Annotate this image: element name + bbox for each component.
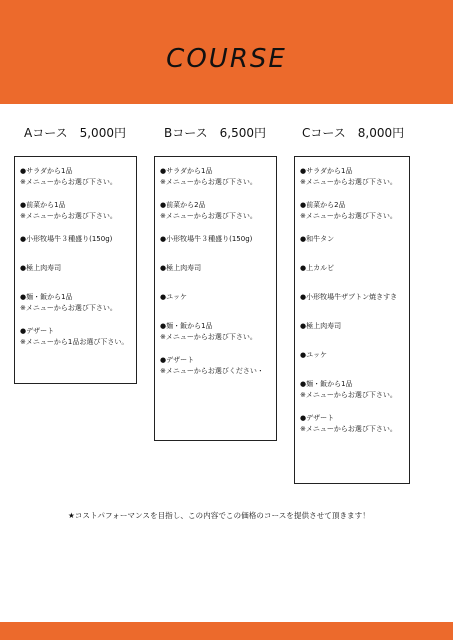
item-note: ※メニューからお選び下さい。 (300, 212, 397, 220)
item-note: ※メニューからお選び下さい。 (160, 212, 257, 220)
course-c-menu-box (294, 156, 410, 484)
menu-item (300, 166, 405, 188)
footer-note: ★コストパフォーマンスを目指し、この内容でこの価格のコースを提供させて頂きます！ (68, 511, 370, 520)
item-note: ※メニューからお選び下さい。 (300, 391, 397, 399)
menu-item (160, 355, 272, 377)
course-b-heading (164, 124, 266, 141)
item-note: ※メニューからお選び下さい。 (20, 178, 117, 186)
course-a-name: Aコース (24, 126, 68, 140)
item-label: ●サラダから1品 (160, 167, 213, 175)
menu-item (160, 321, 272, 343)
item-label: ●麺・飯から1品 (20, 293, 73, 301)
footer-band (0, 622, 453, 640)
course-b-menu-box (154, 156, 277, 441)
item-label: ●小形牧場牛３種盛り(150g) (20, 235, 113, 243)
item-note: ※メニューからお選び下さい。 (20, 304, 117, 312)
menu-item (160, 292, 272, 303)
item-label: ●ユッケ (300, 351, 327, 359)
menu-item (20, 326, 132, 348)
item-label: ●ユッケ (160, 293, 187, 301)
menu-item (300, 379, 405, 401)
menu-item (300, 292, 405, 303)
item-label: ●デザート (160, 356, 195, 364)
item-label: ●極上肉寿司 (20, 264, 62, 272)
item-label: ●麺・飯から1品 (300, 380, 353, 388)
item-label: ●サラダから1品 (300, 167, 353, 175)
menu-item (160, 263, 272, 274)
menu-item (300, 413, 405, 435)
menu-item (20, 200, 132, 222)
menu-item (160, 166, 272, 188)
course-c-name: Cコース (302, 126, 346, 140)
menu-item (300, 234, 405, 245)
course-c-heading (302, 124, 404, 141)
menu-item (300, 200, 405, 222)
menu-item (20, 234, 132, 245)
item-note: ※メニューからお選びください・ (160, 367, 264, 375)
menu-item (160, 200, 272, 222)
item-label: ●デザート (300, 414, 335, 422)
item-label: ●前菜から2品 (160, 201, 206, 209)
item-note: ※メニューから1品お選び下さい。 (20, 338, 129, 346)
menu-item (20, 166, 132, 188)
course-b-name: Bコース (164, 126, 208, 140)
item-note: ※メニューからお選び下さい。 (160, 333, 257, 341)
item-label: ●小形牧場牛３種盛り(150g) (160, 235, 253, 243)
item-label: ●和牛タン (300, 235, 335, 243)
item-note: ※メニューからお選び下さい。 (300, 178, 397, 186)
menu-item (20, 263, 132, 274)
menu-item (300, 321, 405, 332)
item-label: ●上カルビ (300, 264, 335, 272)
course-a-price: 5,000円 (79, 126, 126, 140)
item-label: ●サラダから1品 (20, 167, 73, 175)
course-a-heading (24, 124, 126, 141)
item-label: ●麺・飯から1品 (160, 322, 213, 330)
item-note: ※メニューからお選び下さい。 (20, 212, 117, 220)
item-label: ●小形牧場牛ザブトン焼きすき (300, 293, 398, 301)
item-label: ●極上肉寿司 (300, 322, 342, 330)
item-note: ※メニューからお選び下さい。 (160, 178, 257, 186)
course-c-price: 8,000円 (357, 126, 405, 140)
item-label: ●前菜から2品 (300, 201, 346, 209)
menu-item (300, 350, 405, 361)
page-title: COURSE (166, 44, 287, 74)
item-label: ●デザート (20, 327, 55, 335)
item-label: ●極上肉寿司 (160, 264, 202, 272)
item-note: ※メニューからお選び下さい。 (300, 425, 397, 433)
menu-item (300, 263, 405, 274)
menu-item (20, 292, 132, 314)
item-label: ●前菜から1品 (20, 201, 66, 209)
menu-item (160, 234, 272, 245)
course-a-menu-box (14, 156, 137, 384)
course-b-price: 6,500円 (219, 126, 266, 140)
